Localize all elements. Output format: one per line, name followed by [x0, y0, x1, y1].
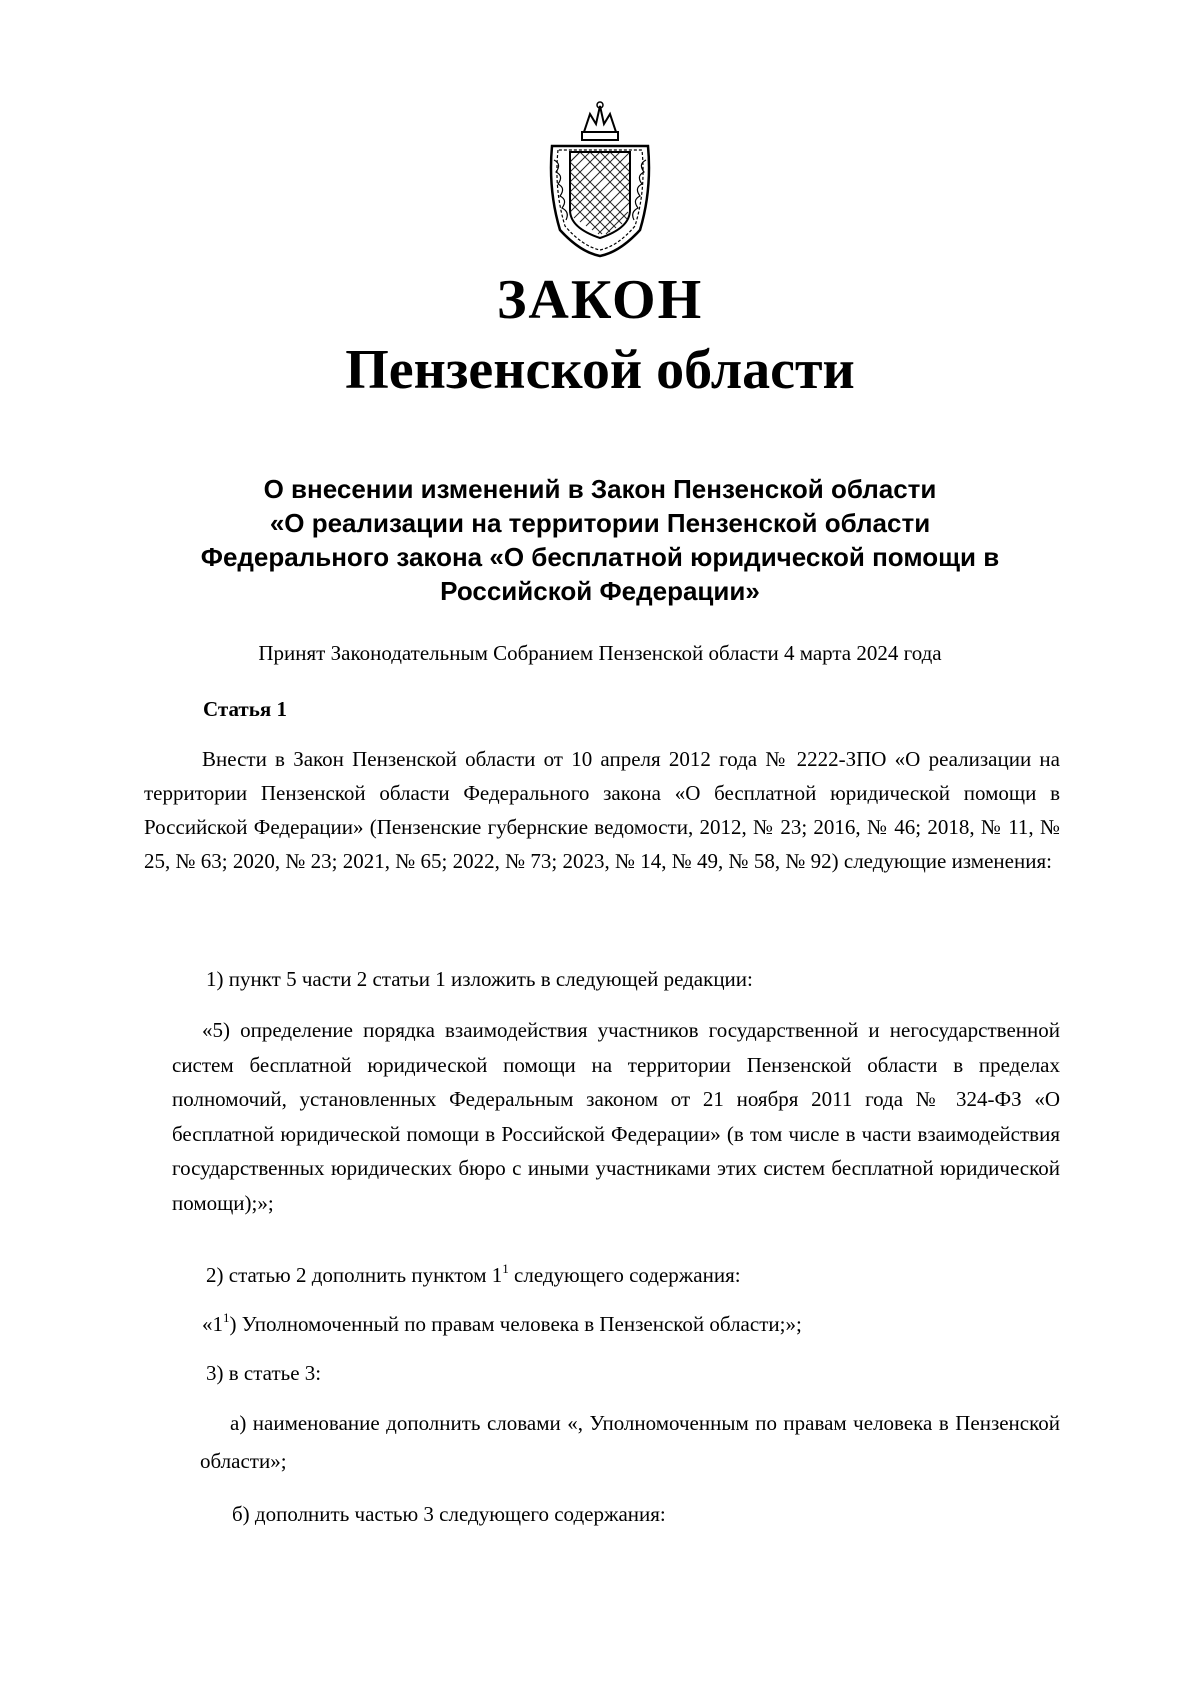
coat-of-arms-icon [540, 100, 660, 260]
item-2-quote-end: ) Уполномоченный по правам человека в Пензенской области;»; [229, 1312, 802, 1336]
article-heading: Статья 1 [203, 697, 287, 721]
amendment-item-1-text: «5) определение порядка взаимодействия участников государственной и негосударственной систем бесплатной юридической помощи на территории Пензенской области в пределах полномочий, установленных Федеральным законом от 21 ноября 2011 года № 324-ФЗ «О бесплатной юридической помощи в Российской Федерации» (в том числе в части взаимодействия государственных юридических бюро с иными участниками этих систем бесплатной юридической помощи);»; [172, 1018, 1060, 1215]
adoption-note: Принят Законодательным Собранием Пензенской области 4 марта 2024 года [258, 641, 942, 665]
subject-line: «О реализации на территории Пензенской области [269, 508, 931, 538]
amendment-item-2 [206, 1261, 741, 1289]
amendment-item-3: 3) в статье 3: [206, 1361, 322, 1385]
superscript: 1 [502, 1261, 509, 1276]
law-subject [140, 472, 1060, 608]
amendment-item-1: 1) пункт 5 части 2 статьи 1 изложить в следующей редакции: [206, 967, 753, 991]
amendment-item-3a: а) наименование дополнить словами «, Уполномоченным по правам человека в Пензенской области»; [200, 1411, 1060, 1473]
item-2-quote-start: «1 [202, 1312, 223, 1336]
article-intro: Внести в Закон Пензенской области от 10 апреля 2012 года № 2222-ЗПО «О реализации на территории Пензенской области Федерального закона «О бесплатной юридической помощи в Российской Федерации» (Пензенские губернские ведомости, 2012, № 23; 2016, № 46; 2018, № 11, № 25, № 63; 2020, № 23; 2021, № 65; 2022, № 73; 2023, № 14, № 49, № 58, № 92) следующие изменения: [144, 747, 1060, 873]
law-region: Пензенской области [345, 339, 855, 401]
subject-line: Федерального закона «О бесплатной юридической помощи в [200, 542, 1000, 572]
item-2-text: 2) статью 2 дополнить пунктом 1 [206, 1263, 503, 1287]
amendment-item-2-text [202, 1310, 802, 1338]
subject-line: Российской Федерации» [440, 576, 760, 606]
amendment-item-3b: б) дополнить частью 3 следующего содержания: [232, 1502, 666, 1526]
superscript: 1 [223, 1310, 230, 1325]
item-2-text-end: следующего содержания: [508, 1263, 741, 1287]
subject-line: О внесении изменений в Закон Пензенской области [263, 474, 937, 504]
law-title: ЗАКОН [496, 269, 704, 331]
